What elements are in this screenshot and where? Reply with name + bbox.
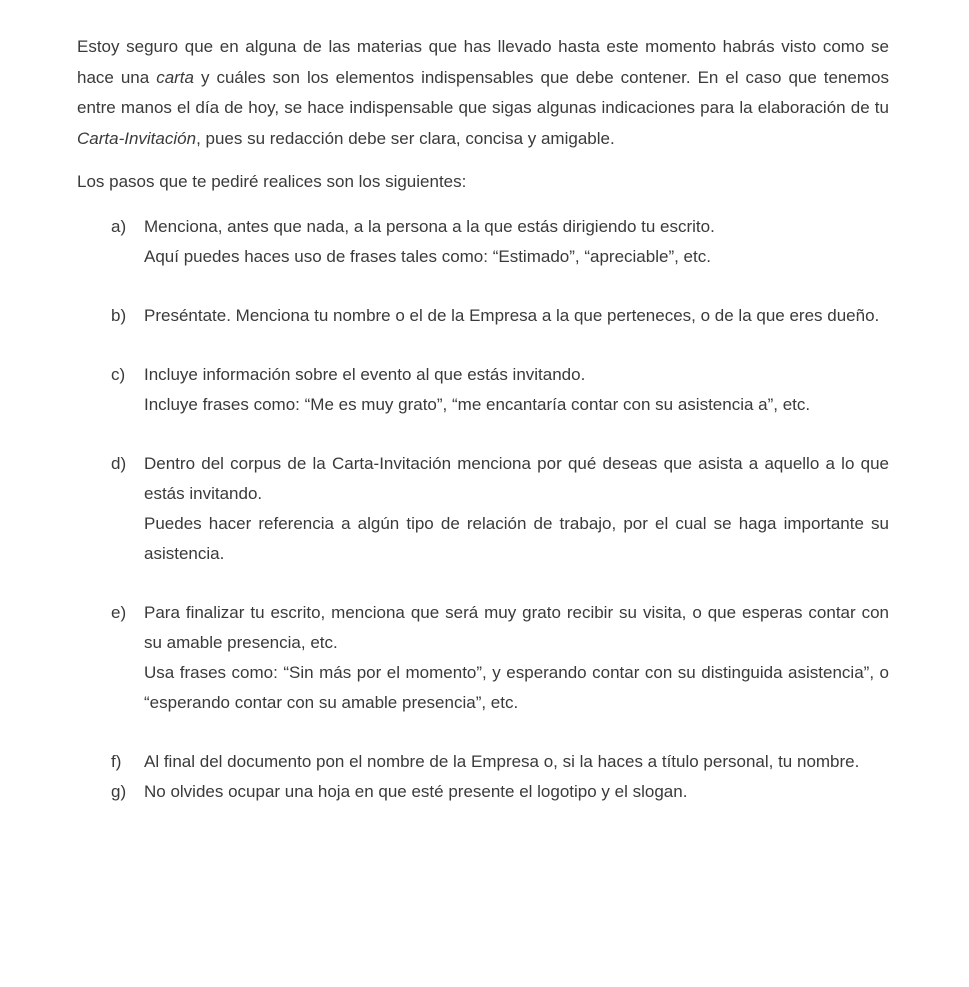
intro-text-2: y cuáles son los elementos indispensables que debe contener. En el caso que tenemos entre manos el día de hoy, se hace indispensable que sigas algunas indicaciones para la elaboración de tu bbox=[77, 67, 889, 117]
list-item-c bbox=[111, 360, 889, 420]
intro-italic-carta: carta bbox=[156, 67, 194, 87]
list-item-line: Usa frases como: “Sin más por el momento”, y esperando contar con su distinguida asistencia”, o “esperando contar con su amable presencia”, etc. bbox=[144, 662, 889, 712]
intro-text-1: Estoy seguro que en alguna de las materias que has llevado hasta este momento habrás visto como se hace una bbox=[77, 37, 889, 87]
list-item-line: Incluye frases como: “Me es muy grato”, “me encantaría contar con su asistencia a”, etc. bbox=[144, 394, 811, 414]
list-item-line: Al final del documento pon el nombre de la Empresa o, si la haces a título personal, tu nombre. bbox=[144, 751, 860, 771]
list-item-body bbox=[144, 212, 889, 272]
list-item-line: Para finalizar tu escrito, menciona que será muy grato recibir su visita, o que esperas contar con su amable presencia, etc. bbox=[144, 602, 889, 652]
list-marker: b) bbox=[111, 305, 127, 325]
list-marker: g) bbox=[111, 781, 127, 801]
list-marker: c) bbox=[111, 364, 126, 384]
list-item-line: Puedes hacer referencia a algún tipo de relación de trabajo, por el cual se haga importante su asistencia. bbox=[144, 513, 889, 563]
intro-text-3: , pues su redacción debe ser clara, concisa y amigable. bbox=[196, 128, 615, 148]
list-item-a bbox=[111, 212, 889, 272]
list-item-body bbox=[144, 301, 889, 331]
list-item-g bbox=[111, 777, 889, 807]
list-item-body bbox=[144, 598, 889, 718]
list-item-line: Menciona, antes que nada, a la persona a la que estás dirigiendo tu escrito. bbox=[144, 216, 715, 236]
list-item-f bbox=[111, 747, 889, 777]
intro-italic-carta-invitacion: Carta-Invitación bbox=[77, 128, 197, 148]
list-marker: a) bbox=[111, 216, 127, 236]
list-item-body bbox=[144, 449, 889, 569]
list-marker: d) bbox=[111, 453, 127, 473]
intro-paragraph bbox=[77, 32, 889, 154]
list-item-line: No olvides ocupar una hoja en que esté presente el logotipo y el slogan. bbox=[144, 781, 688, 801]
list-item-line: Preséntate. Menciona tu nombre o el de la Empresa a la que perteneces, o de la que eres dueño. bbox=[144, 305, 880, 325]
list-item-line: Dentro del corpus de la Carta-Invitación menciona por qué deseas que asista a aquello a lo que estás invitando. bbox=[144, 453, 889, 503]
list-item-body bbox=[144, 747, 889, 777]
list-item-body bbox=[144, 777, 889, 807]
list-item-d bbox=[111, 449, 889, 569]
list-marker: f) bbox=[111, 751, 122, 771]
list-item-line: Incluye información sobre el evento al que estás invitando. bbox=[144, 364, 586, 384]
list-marker: e) bbox=[111, 602, 127, 622]
list-item-line: Aquí puedes haces uso de frases tales como: “Estimado”, “apreciable”, etc. bbox=[144, 246, 711, 266]
steps-intro: Los pasos que te pediré realices son los siguientes: bbox=[77, 172, 467, 191]
list-item-b bbox=[111, 301, 889, 331]
list-item-e bbox=[111, 598, 889, 718]
list-item-body bbox=[144, 360, 889, 420]
